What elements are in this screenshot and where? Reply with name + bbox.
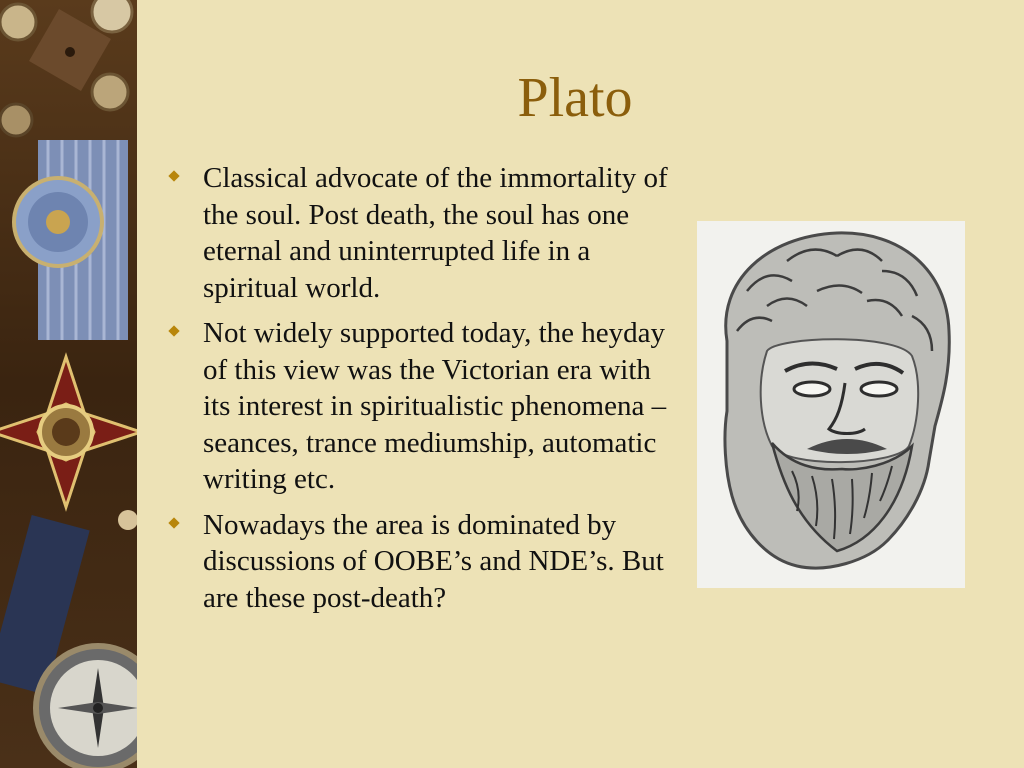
decorative-strip (0, 0, 137, 768)
bullet-item (168, 160, 668, 306)
plato-bust-image (697, 221, 965, 588)
bullet-text: Classical advocate of the immortality of the soul. Post death, the soul has one eternal and uninterrupted life in a spiritual world. (203, 162, 668, 304)
bullet-item (168, 315, 668, 498)
collage-image (0, 0, 137, 768)
slide-title: Plato (517, 67, 633, 129)
diamond-bullet-icon (168, 325, 179, 336)
bullet-list (168, 160, 668, 625)
plato-portrait (697, 221, 965, 588)
diamond-bullet-icon (168, 517, 179, 528)
diamond-bullet-icon (168, 170, 179, 181)
bullet-text: Nowadays the area is dominated by discussions of OOBE’s and NDE’s. But are these post-death? (203, 508, 664, 614)
bullet-text: Not widely supported today, the heyday of this view was the Victorian era with its interest in spiritualistic phenomena – seances, trance mediumship, automatic writing etc. (203, 317, 667, 495)
bullet-item (168, 507, 668, 617)
